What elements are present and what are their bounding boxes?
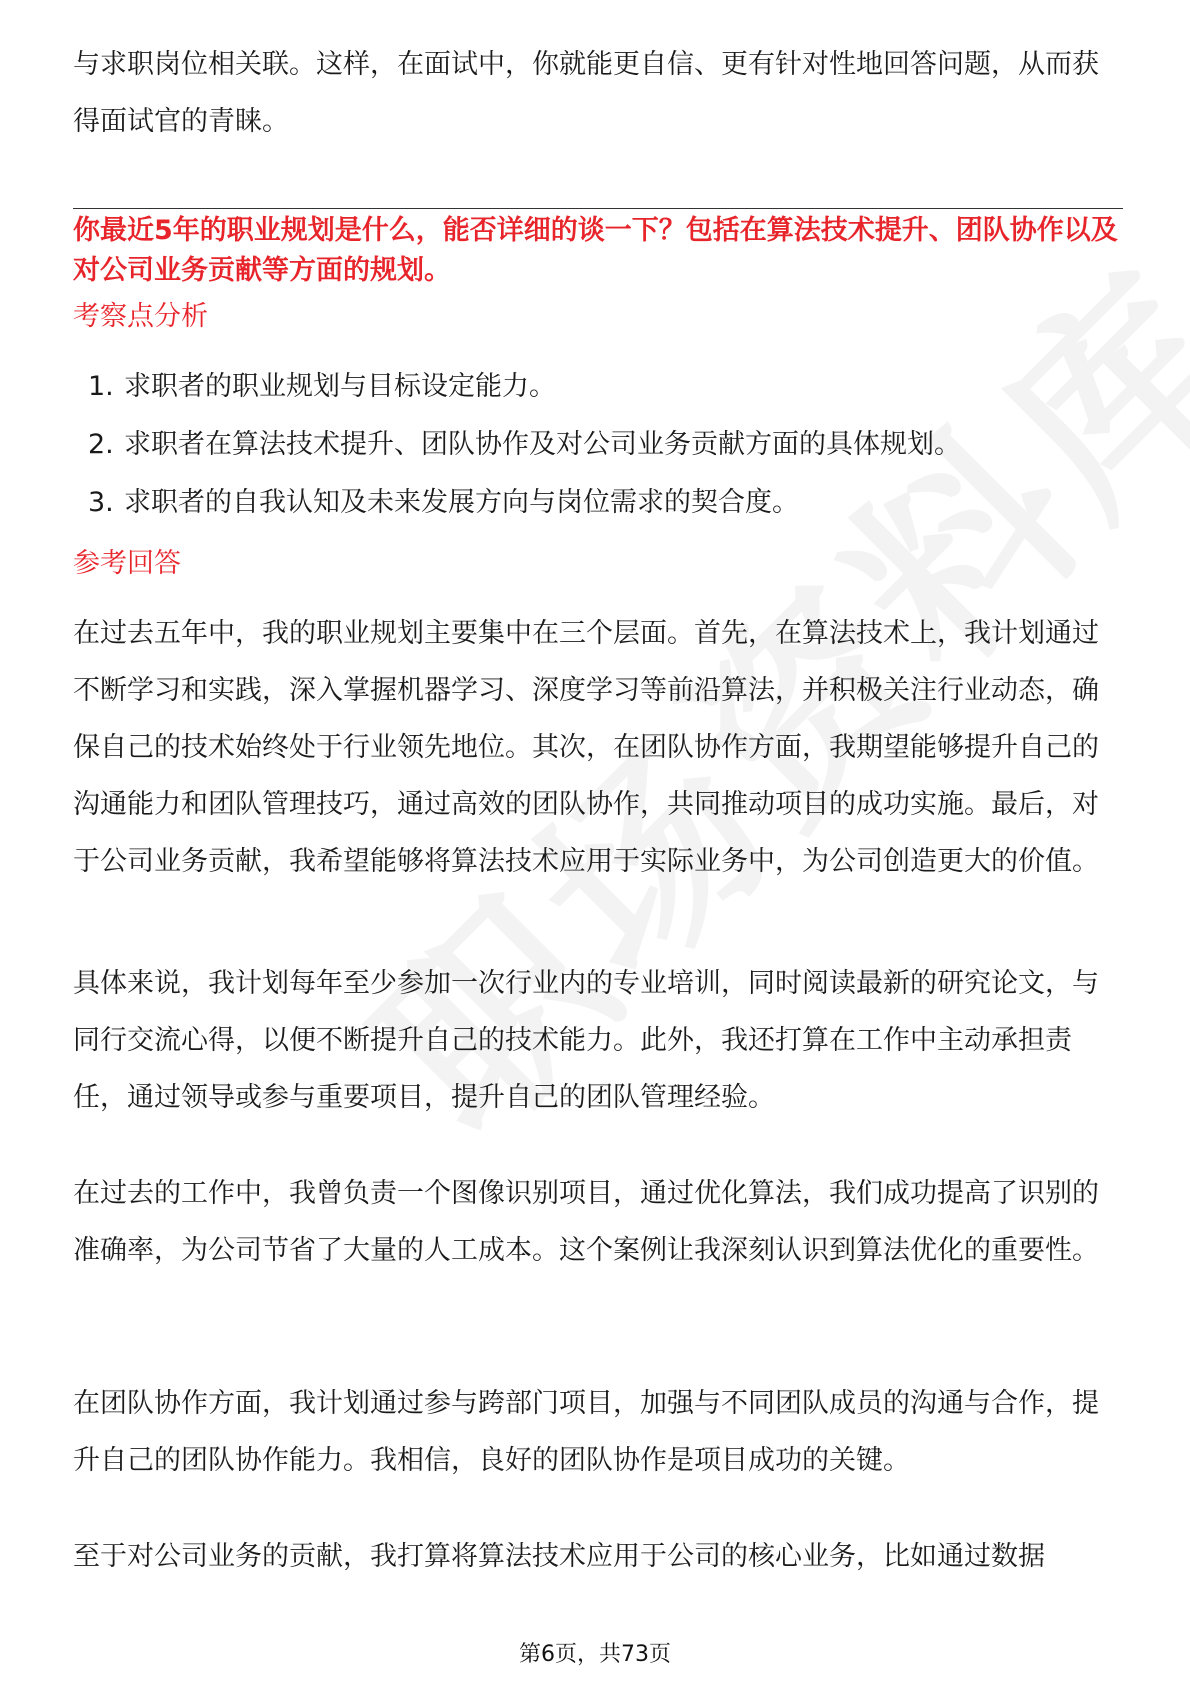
answer-paragraph: 具体来说，我计划每年至少参加一次行业内的专业培训，同时阅读最新的研究论文，与同行交流心得，以便不断提升自己的技术能力。此外，我还打算在工作中主动承担责任，通过领导或参与重要项目，提升自己的团队管理经验。 — [73, 968, 1099, 1113]
list-number: 1. — [88, 371, 114, 402]
answer-title: 参考回答 — [73, 548, 181, 579]
answer-paragraph: 至于对公司业务的贡献，我打算将算法技术应用于公司的核心业务，比如通过数据 — [73, 1541, 1045, 1572]
list-number: 2. — [88, 429, 114, 460]
intro-paragraph: 与求职岗位相关联。这样，在面试中，你就能更自信、更有针对性地回答问题，从而获得面试官的青睐。 — [73, 49, 1099, 137]
answer-paragraph: 在过去五年中，我的职业规划主要集中在三个层面。首先，在算法技术上，我计划通过不断学习和实践，深入掌握机器学习、深度学习等前沿算法，并积极关注行业动态，确保自己的技术始终处于行业领先地位。其次，在团队协作方面，我期望能够提升自己的沟通能力和团队管理技巧，通过高效的团队协作，共同推动项目的成功实施。最后，对于公司业务贡献，我希望能够将算法技术应用于实际业务中，为公司创造更大的价值。 — [73, 618, 1099, 877]
list-text: 求职者的自我认知及未来发展方向与岗位需求的契合度。 — [124, 487, 799, 518]
list-text: 求职者在算法技术提升、团队协作及对公司业务贡献方面的具体规划。 — [124, 429, 961, 460]
answer-paragraph: 在团队协作方面，我计划通过参与跨部门项目，加强与不同团队成员的沟通与合作，提升自己的团队协作能力。我相信，良好的团队协作是项目成功的关键。 — [73, 1388, 1099, 1476]
list-item — [73, 474, 1123, 532]
analysis-list — [73, 358, 1123, 532]
page-footer: 第6页，共73页 — [519, 1642, 671, 1667]
analysis-title: 考察点分析 — [73, 301, 208, 332]
section-divider — [73, 208, 1123, 209]
list-item — [73, 358, 1123, 416]
list-text: 求职者的职业规划与目标设定能力。 — [124, 371, 556, 402]
list-item — [73, 416, 1123, 474]
answer-paragraph: 在过去的工作中，我曾负责一个图像识别项目，通过优化算法，我们成功提高了识别的准确率，为公司节省了大量的人工成本。这个案例让我深刻认识到算法优化的重要性。 — [73, 1178, 1099, 1266]
question-heading: 你最近5年的职业规划是什么，能否详细的谈一下？包括在算法技术提升、团队协作以及对公司业务贡献等方面的规划。 — [73, 215, 1118, 286]
list-number: 3. — [88, 487, 114, 518]
